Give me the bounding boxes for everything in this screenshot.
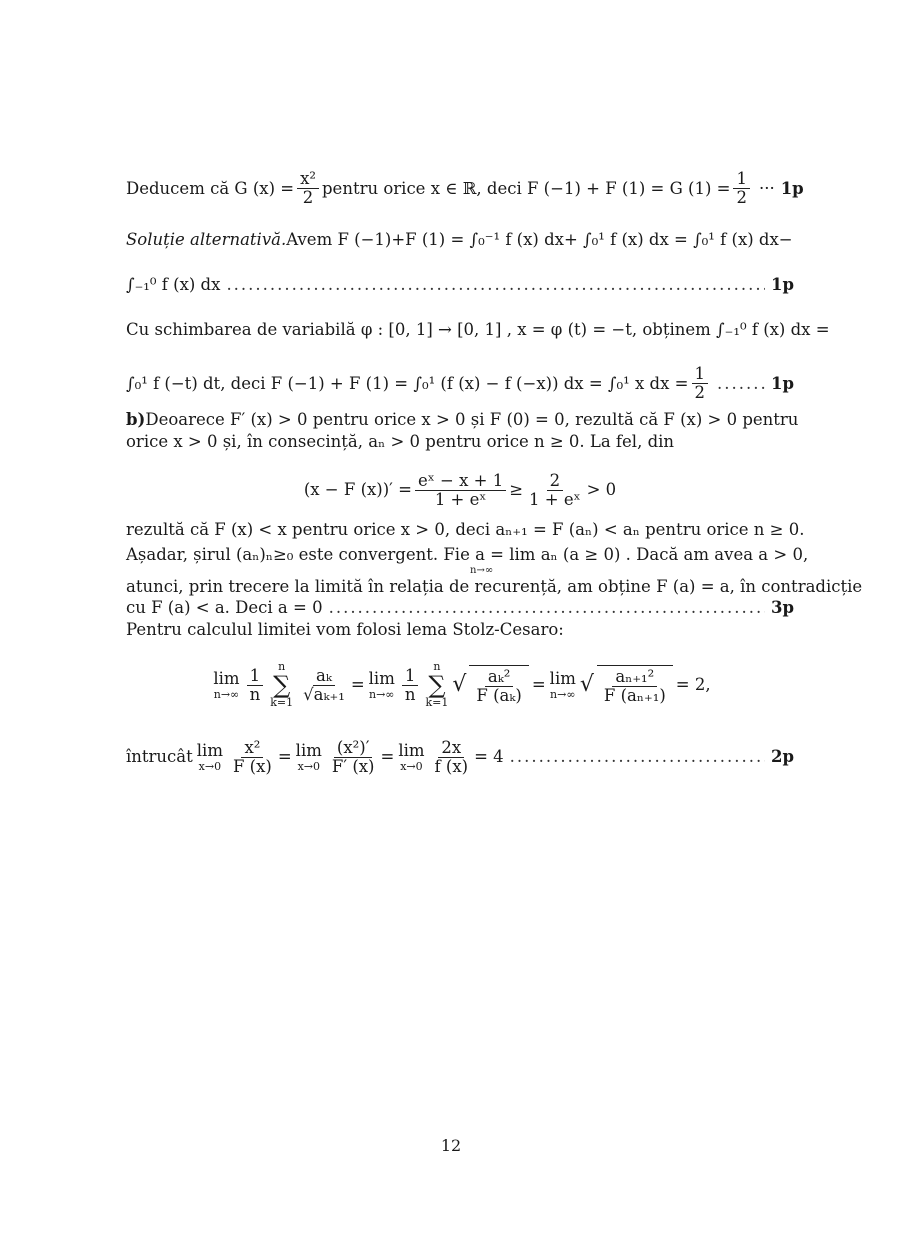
- equals-icon: =: [277, 747, 292, 766]
- denominator: n: [404, 684, 416, 704]
- denominator: 2: [302, 188, 314, 207]
- denominator: 1 + eˣ: [434, 489, 487, 509]
- text: atunci, prin trecere la limită în relația de recurență, am obține F (a) = a, în contradicție: [126, 577, 863, 596]
- line-1: [126, 169, 804, 207]
- numerator: (x²)′: [334, 739, 373, 758]
- fraction: [692, 365, 709, 402]
- fraction: [415, 472, 506, 509]
- line-5: [126, 365, 794, 402]
- limit: [296, 741, 322, 773]
- text: Așadar, șirul (aₙ)ₙ≥₀ este convergent. Fie a = lim aₙ (a ≥ 0) . Dacă am avea a > 0,: [126, 545, 809, 564]
- line-3: [126, 275, 794, 295]
- lim-sub: n→∞: [213, 688, 240, 701]
- points-label: 1p: [780, 178, 804, 198]
- fraction: [402, 667, 419, 704]
- italic-label: Soluție alternativă.: [126, 230, 287, 249]
- text: cu F (a) < a. Deci a = 0: [126, 598, 323, 617]
- text: rezultă că F (x) < x pentru orice x > 0, deci aₙ₊₁ = F (aₙ) < aₙ pentru orice n ≥ 0.: [126, 520, 805, 539]
- numerator: 1: [733, 170, 750, 189]
- subscript: n→∞: [470, 565, 494, 576]
- sum: [270, 661, 293, 709]
- text: ∫₀¹ f (−t) dt, deci F (−1) + F (1) = ∫₀¹ (f (x) − f (−x)) dx = ∫₀¹ x dx =: [126, 373, 689, 393]
- dot-leader: [226, 275, 765, 295]
- page-number: 12: [440, 1136, 462, 1155]
- text: orice x > 0 și, în consecință, aₙ > 0 pentru orice n ≥ 0. La fel, din: [126, 432, 675, 451]
- denominator: f (x): [434, 756, 469, 776]
- lim-label: lim: [213, 669, 240, 688]
- fraction: [247, 667, 264, 704]
- fraction: [300, 667, 348, 704]
- line-9: [126, 545, 809, 565]
- sigma-icon: ∑: [428, 671, 446, 699]
- text: = 2,: [675, 675, 711, 694]
- text: pentru orice x ∈ ℝ, deci F (−1) + F (1) = G (1) =: [322, 178, 731, 198]
- equation-1: [126, 470, 794, 510]
- denominator: F′ (x): [331, 756, 375, 776]
- denominator: F (x): [232, 756, 272, 776]
- text: Cu schimbarea de variabilă φ : [0, 1] → [0, 1] , x = φ (t) = −t, obținem ∫₋₁⁰ f (x) dx =: [126, 320, 830, 339]
- line-10: [126, 577, 863, 597]
- sigma-icon: ∑: [273, 671, 291, 699]
- numerator: 1: [247, 667, 264, 686]
- text: întrucât: [126, 747, 193, 766]
- limit: [369, 669, 395, 701]
- dots: ···: [758, 178, 775, 198]
- text: Deoarece F′ (x) > 0 pentru orice x > 0 și F (0) = 0, rezultă că F (x) > 0 pentru: [145, 410, 799, 429]
- text: =: [350, 675, 365, 694]
- denominator: 2: [736, 188, 747, 207]
- sum-bottom: k=1: [270, 696, 294, 709]
- text: Pentru calculul limitei vom folosi lema Stolz-Cesaro:: [126, 620, 564, 639]
- lim-label: lim: [196, 741, 223, 760]
- sqrt-icon: √: [579, 672, 594, 697]
- sqrt-icon: √: [452, 672, 467, 697]
- text: > 0: [586, 480, 617, 499]
- numerator: eˣ − x + 1: [415, 472, 506, 491]
- text: Deducem că G (x) =: [126, 178, 295, 198]
- numerator: 1: [692, 365, 709, 384]
- text: =: [531, 675, 546, 694]
- numerator: 2x: [438, 739, 464, 758]
- fraction: [469, 665, 528, 705]
- fraction: [597, 665, 673, 705]
- line-8: [126, 520, 805, 540]
- fraction: [230, 739, 275, 776]
- numerator: x²: [297, 170, 319, 189]
- denominator: √aₖ₊₁: [303, 684, 345, 704]
- sum-top: n: [278, 660, 286, 673]
- fraction: [297, 170, 319, 207]
- points-label: 3p: [770, 598, 794, 617]
- numerator: x²: [241, 739, 263, 758]
- line-7: [126, 432, 794, 452]
- line-2: [126, 230, 794, 250]
- numerator: 2: [547, 472, 564, 491]
- line-4: [126, 320, 830, 340]
- sum-bottom: k=1: [425, 696, 449, 709]
- numerator: aₖ²: [485, 668, 513, 687]
- part-label: b): [126, 410, 146, 429]
- limit: [550, 669, 576, 701]
- sum: [425, 661, 448, 709]
- limit: [398, 741, 424, 773]
- limit: [213, 669, 239, 701]
- limit: [197, 741, 223, 773]
- fraction: [329, 739, 378, 776]
- text: (x − F (x))′ =: [303, 480, 412, 499]
- lim-label: lim: [368, 669, 395, 688]
- line-12: [126, 620, 794, 640]
- dot-leader: [510, 747, 765, 767]
- points-label: 1p: [770, 373, 794, 393]
- lim-label: lim: [549, 669, 576, 688]
- sum-top: n: [433, 660, 441, 673]
- fraction: [432, 739, 472, 776]
- numerator: aₖ: [313, 667, 335, 686]
- equation-2: [126, 660, 794, 710]
- lim-label: lim: [295, 741, 322, 760]
- line-6: [126, 410, 799, 430]
- denominator: n: [249, 684, 261, 704]
- lim-sub: n→∞: [550, 688, 576, 701]
- lim-sub: x→0: [400, 760, 423, 773]
- numerator: 1: [402, 667, 419, 686]
- text: ∫₋₁⁰ f (x) dx: [126, 275, 221, 294]
- equals-icon: =: [380, 747, 395, 766]
- points-label: 1p: [770, 275, 794, 294]
- line-11: [126, 598, 794, 618]
- dot-leader: [329, 598, 765, 618]
- lim-sub: n→∞: [369, 688, 395, 701]
- text: = 4: [474, 747, 504, 766]
- lim-sub: x→0: [198, 760, 222, 773]
- fraction: [733, 170, 750, 207]
- text: Avem F (−1)+F (1) = ∫₀⁻¹ f (x) dx+ ∫₀¹ f (x) dx = ∫₀¹ f (x) dx−: [286, 230, 793, 249]
- denominator: F (aₙ₊₁): [603, 686, 666, 705]
- text: ≥: [509, 480, 524, 499]
- lim-sub: x→0: [297, 760, 320, 773]
- numerator: aₙ₊₁²: [612, 668, 657, 687]
- lim-label: lim: [398, 741, 425, 760]
- denominator: 2: [694, 383, 705, 402]
- dot-leader: [717, 374, 765, 394]
- line-13: [126, 735, 794, 779]
- points-label: 2p: [770, 747, 794, 766]
- fraction: [526, 472, 584, 509]
- denominator: 1 + eˣ: [529, 489, 581, 509]
- denominator: F (aₖ): [476, 686, 522, 705]
